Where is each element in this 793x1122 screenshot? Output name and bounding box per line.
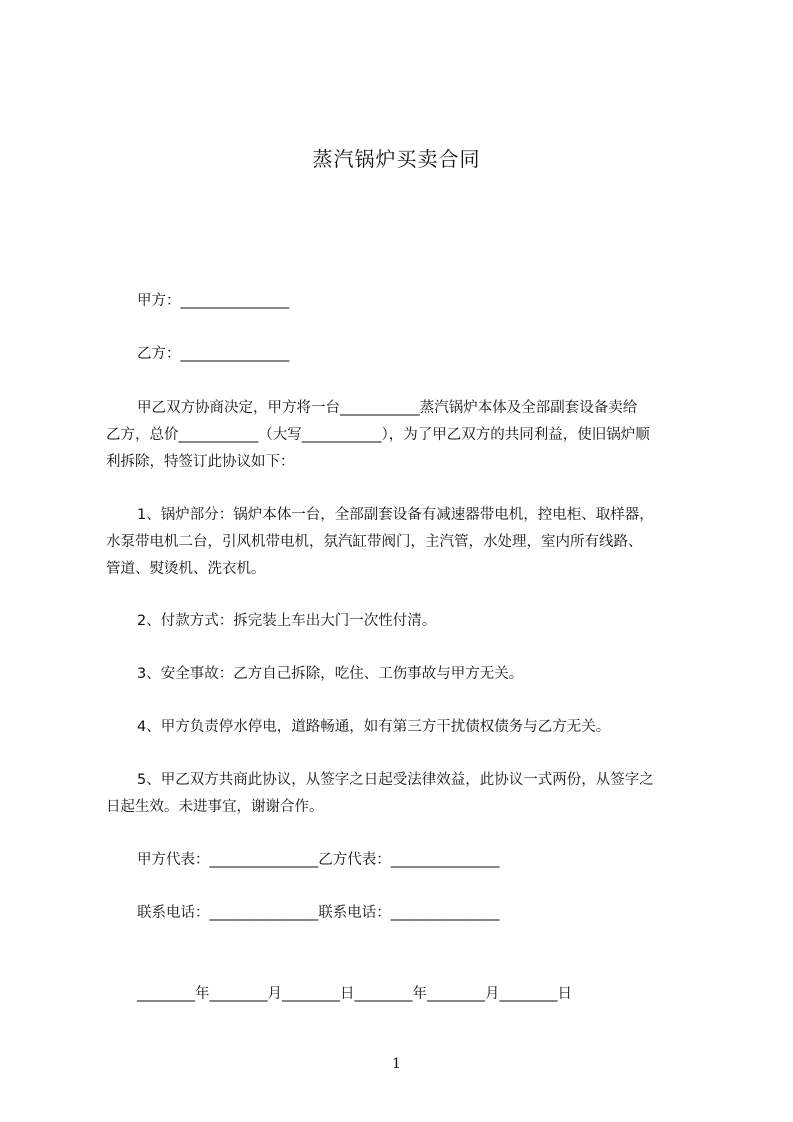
- party-a-line: 甲方：_______________: [137, 293, 290, 309]
- intro-line-2: 乙方，总价___________（大写___________），为了甲乙双方的共同利益，使旧锅炉顺: [106, 427, 650, 443]
- clause-1-line-3: 管道、熨烫机、洗衣机。: [106, 561, 266, 577]
- clause-1-line-2: 水泵带电机二台，引风机带电机，氛汽缸带阀门，主汽管，水处理，室内所有线路、: [106, 534, 643, 550]
- intro-line-3: 利拆除，特签订此协议如下：: [106, 454, 295, 470]
- clause-3: 3、安全事故：乙方自己拆除，吃住、工伤事故与甲方无关。: [137, 666, 524, 682]
- dates-line: ________年________月________日________年________月________日: [137, 986, 572, 1002]
- clause-5-line-1: 5、甲乙双方共商此协议，从签字之日起受法律效益，此协议一式两份，从签字之: [137, 772, 654, 788]
- party-b-line: 乙方：_______________: [137, 346, 290, 362]
- clause-5-line-2: 日起生效。未进事宜，谢谢合作。: [106, 799, 324, 815]
- page-number: 1: [392, 1056, 401, 1072]
- document-title: 蒸汽锅炉买卖合同: [312, 147, 481, 171]
- clause-2: 2、付款方式：拆完装上车出大门一次性付清。: [137, 613, 437, 629]
- clause-1-line-1: 1、锅炉部分：锅炉本体一台，全部副套设备有减速器带电机，控电柜、取样器，: [137, 507, 654, 523]
- clause-4: 4、甲方负责停水停电，道路畅通，如有第三方干扰债权债务与乙方无关。: [137, 719, 611, 735]
- representatives-line: 甲方代表：_______________乙方代表：_______________: [137, 852, 500, 868]
- intro-line-1: 甲乙双方协商决定，甲方将一台___________蒸汽锅炉本体及全部副套设备卖给: [137, 400, 638, 416]
- phones-line: 联系电话：_______________联系电话：_______________: [137, 905, 500, 921]
